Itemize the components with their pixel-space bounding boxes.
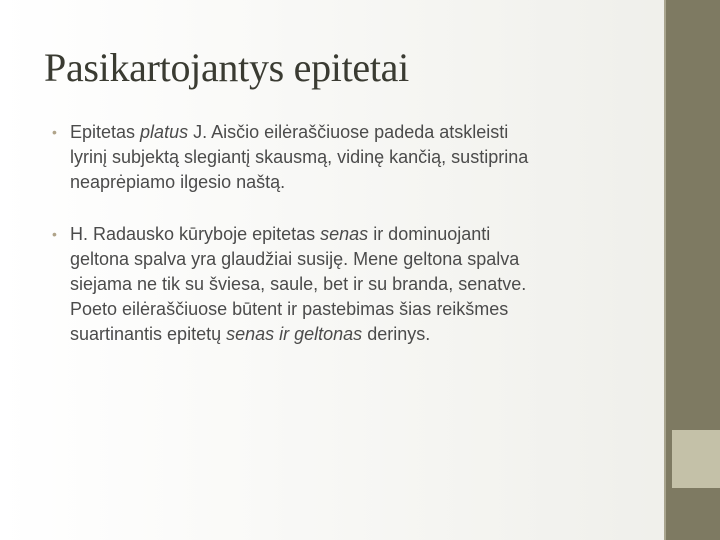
text-line xyxy=(70,272,652,297)
text-run: derinys. xyxy=(362,324,431,344)
text-run: H. Radausko kūryboje epitetas xyxy=(70,224,321,244)
sidebar-accent-block xyxy=(672,430,720,488)
text-line xyxy=(70,322,652,347)
text-line xyxy=(70,170,652,195)
text-run: Epitetas xyxy=(70,122,141,142)
text-run: lyrinį subjektą slegiantį skausmą, vidinę kančią, sustiprina xyxy=(70,147,529,167)
slide-body xyxy=(52,120,652,347)
bullet-text xyxy=(70,222,652,347)
bullet-item-1 xyxy=(52,120,652,195)
text-run: siejama ne tik su šviesa, saule, bet ir su branda, senatve. xyxy=(70,274,527,294)
bullet-dot-icon: • xyxy=(52,124,57,140)
italic-run: senas xyxy=(320,224,369,244)
text-run: ir dominuojanti xyxy=(368,224,491,244)
text-line xyxy=(70,247,652,272)
text-line xyxy=(70,222,652,247)
bullet-item-2 xyxy=(52,222,652,347)
bullet-dot-icon: • xyxy=(52,226,57,242)
text-line xyxy=(70,145,652,170)
bullet-text xyxy=(70,120,652,195)
text-run: neaprėpiamo ilgesio naštą. xyxy=(70,172,286,192)
text-run: suartinantis epitetų xyxy=(70,324,227,344)
text-run: geltona spalva yra glaudžiai susiję. Mene geltona spalva xyxy=(70,249,520,269)
text-run: J. Aisčio eilėraščiuose padeda atskleisti xyxy=(188,122,509,142)
italic-run: platus xyxy=(140,122,189,142)
text-line xyxy=(70,120,652,145)
slide-title: Pasikartojantys epitetai xyxy=(44,45,409,90)
text-line xyxy=(70,297,652,322)
italic-run: senas ir geltonas xyxy=(226,324,363,344)
text-run: Poeto eilėraščiuose būtent ir pastebimas šias reikšmes xyxy=(70,299,509,319)
